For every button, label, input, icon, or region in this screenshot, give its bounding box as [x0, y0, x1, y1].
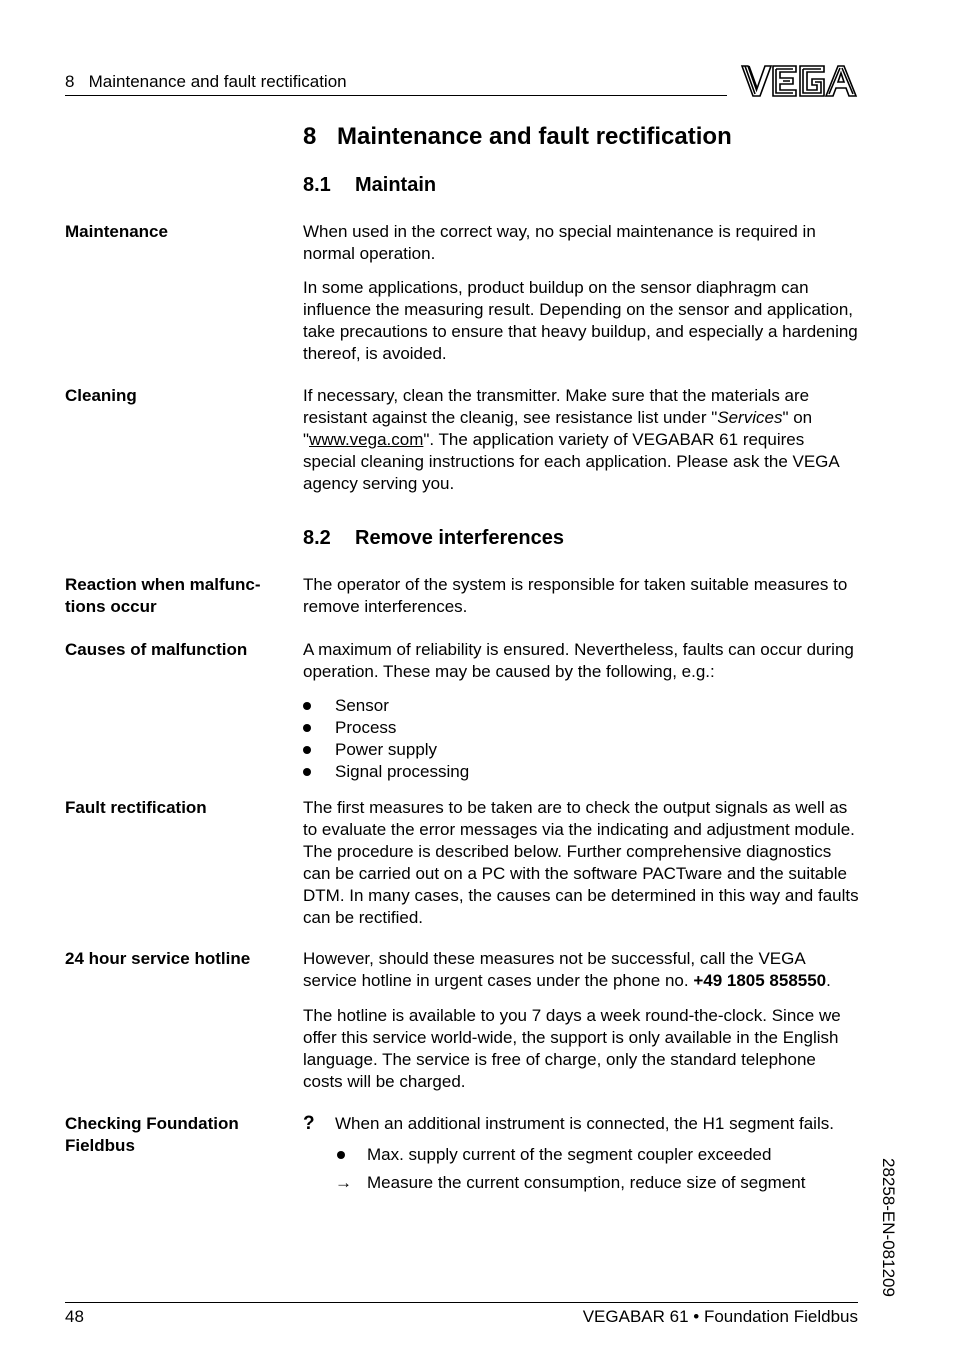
cleaning-text-3: ". The application variety of VEGABAR 61 requires special cleaning instructions for each application. Please ask the VEGA agency serving you.	[303, 430, 839, 493]
hotline-text: However, should these measures not be successful, call the VEGA service hotline in urgent cases under the phone no.	[303, 949, 805, 990]
bullet-icon	[337, 1151, 345, 1159]
action-text: Measure the current consumption, reduce size of segment	[367, 1173, 806, 1192]
causes-list	[303, 695, 859, 783]
services-term: Services	[717, 408, 783, 427]
chapter-heading	[303, 123, 732, 151]
troubleshooting-cause	[335, 1144, 855, 1166]
list-item	[303, 761, 859, 783]
troubleshooting-action	[335, 1172, 855, 1194]
footer-title: VEGABAR 61 • Foundation Fieldbus	[582, 1307, 858, 1326]
list-item	[303, 695, 859, 717]
footer-rule	[65, 1302, 858, 1303]
document-code: 28258-EN-081209	[879, 1158, 898, 1297]
section-heading-remove-interferences	[303, 527, 564, 550]
vega-website-link[interactable]: www.vega.com	[309, 430, 424, 449]
cleaning-text-1: If necessary, clean the transmitter. Make sure that the materials are resistant against the cleanig, see resistance list under "	[303, 386, 810, 427]
section-heading-maintain	[303, 174, 436, 197]
section-number: 8.2	[303, 527, 331, 549]
chapter-number: 8	[303, 123, 317, 150]
bullet-icon	[303, 702, 311, 710]
section-title: Remove interferences	[355, 527, 564, 549]
bullet-icon	[303, 724, 311, 732]
hotline-phone-number: +49 1805 858550	[693, 971, 827, 990]
question-mark-icon: ?	[303, 1113, 315, 1134]
running-header: 8 Maintenance and fault rectification	[65, 72, 347, 91]
list-item	[303, 717, 859, 739]
header-rule	[65, 95, 727, 96]
margin-label-reaction: Reaction when malfunc-tions occur	[65, 575, 261, 616]
fault-rectification-paragraph: The first measures to be taken are to check the output signals as well as to evaluate the error messages via the indicating and adjustment module. The procedure is described below. Further comprehensive diagnostics can be carried out on a PC with the software PACTware and the suitable DTM. In many cases, the causes can be determined in this way and faults can be rectified.	[303, 798, 859, 927]
section-title: Maintain	[355, 174, 437, 196]
hotline-text-end: .	[826, 971, 831, 990]
troubleshooting-question	[303, 1113, 863, 1135]
causes-paragraph: A maximum of reliability is ensured. Nevertheless, faults can occur during operation. These may be caused by the following, e.g.:	[303, 640, 854, 681]
list-item-text: Signal processing	[335, 762, 470, 781]
vega-logo	[740, 63, 858, 99]
cause-text: Max. supply current of the segment coupler exceeded	[367, 1145, 772, 1164]
hotline-paragraph-1	[303, 948, 859, 992]
list-item-text: Process	[335, 718, 397, 737]
section-number: 8.1	[303, 174, 331, 196]
cleaning-text-2: " on "	[303, 408, 813, 449]
margin-label-checking-fieldbus: Checking Foundation Fieldbus	[65, 1114, 239, 1155]
margin-label-causes: Causes of malfunction	[65, 640, 248, 659]
bullet-icon	[303, 768, 311, 776]
chapter-title: Maintenance and fault rectification	[337, 123, 732, 150]
margin-label-fault-rectification: Fault rectification	[65, 798, 207, 817]
arrow-right-icon: →	[335, 1173, 352, 1192]
question-text: When an additional instrument is connected, the H1 segment fails.	[335, 1114, 834, 1133]
cleaning-paragraph	[303, 385, 859, 495]
maintenance-paragraph-1: When used in the correct way, no special maintenance is required in normal operation.	[303, 222, 816, 263]
hotline-paragraph-2: The hotline is available to you 7 days a week round-the-clock. Since we offer this service world-wide, the support is only available in the English language. The service is free of charge, only the standard telephone costs will be charged.	[303, 1006, 841, 1091]
margin-label-cleaning: Cleaning	[65, 386, 137, 405]
list-item-text: Power supply	[335, 740, 438, 759]
bullet-icon	[303, 746, 311, 754]
reaction-paragraph: The operator of the system is responsible for taken suitable measures to remove interferences.	[303, 575, 848, 616]
margin-label-maintenance: Maintenance	[65, 222, 168, 241]
margin-label-hotline: 24 hour service hotline	[65, 949, 251, 968]
maintenance-paragraph-2: In some applications, product buildup on the sensor diaphragm can influence the measuring result. Depending on the sensor and application, take precautions to ensure that heavy buildup, and especially a hardening thereof, is avoided.	[303, 278, 858, 363]
list-item	[303, 739, 859, 761]
list-item-text: Sensor	[335, 696, 389, 715]
page-number: 48	[65, 1307, 84, 1326]
